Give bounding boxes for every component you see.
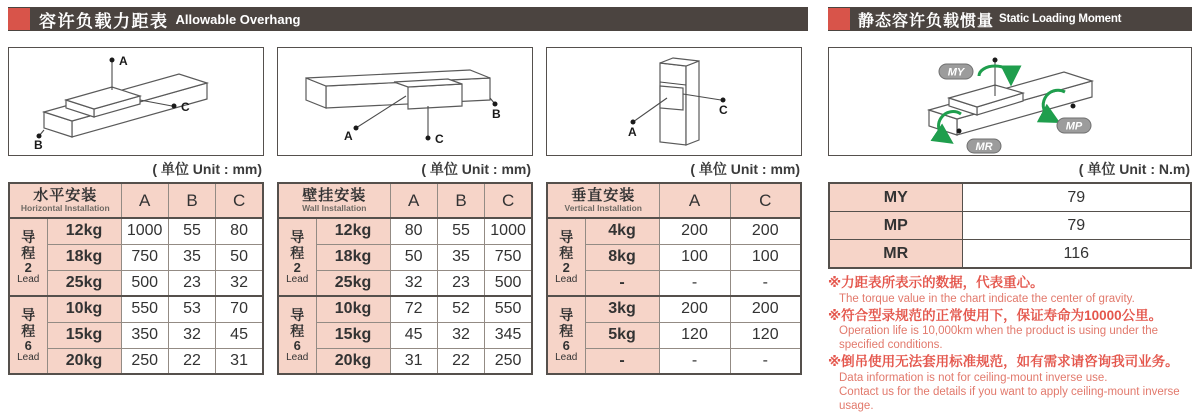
val-cell: 250 xyxy=(121,348,168,374)
kg-cell: 15kg xyxy=(47,322,121,348)
vertical-diagram-box xyxy=(546,47,802,156)
kg-cell: 25kg xyxy=(47,270,121,296)
moment-value-cell: 79 xyxy=(962,183,1191,212)
col-header-c: C xyxy=(730,183,801,218)
point-b-label: B xyxy=(34,138,43,152)
table-title-cell xyxy=(278,183,390,218)
moment-value-cell: 116 xyxy=(962,240,1191,269)
lead-en: Lead xyxy=(555,352,578,364)
moment-value-cell: 79 xyxy=(962,212,1191,240)
lead-en: Lead xyxy=(286,274,309,286)
val-cell: 22 xyxy=(437,348,484,374)
table-title-zh: 水平安装 xyxy=(33,186,98,204)
val-cell: - xyxy=(659,348,730,374)
val-cell: 72 xyxy=(390,296,437,322)
kg-cell: 12kg xyxy=(47,218,121,244)
lead6-cell xyxy=(278,296,316,374)
val-cell: - xyxy=(659,270,730,296)
val-cell: 31 xyxy=(390,348,437,374)
slider-front-face xyxy=(408,84,462,109)
val-cell: - xyxy=(730,348,801,374)
lead-cn: 导程 xyxy=(21,306,36,339)
mr-badge-label: MR xyxy=(975,141,993,153)
kg-cell: - xyxy=(585,270,659,296)
table-title-en: Vertical Installation xyxy=(564,202,642,213)
col-header-b: B xyxy=(168,183,215,218)
point-c-dot xyxy=(426,136,431,141)
point-b-dot xyxy=(493,102,498,107)
val-cell: 120 xyxy=(730,322,801,348)
val-cell: - xyxy=(730,270,801,296)
val-cell: 45 xyxy=(390,322,437,348)
point-a-dot xyxy=(110,58,115,63)
kg-cell: 18kg xyxy=(316,244,390,270)
lead-num: 6 xyxy=(562,337,570,353)
moment-label-cell: MR xyxy=(829,240,962,269)
lead-cn: 导程 xyxy=(559,306,574,339)
unit-label-mm: ( 单位 Unit : mm) xyxy=(421,161,531,177)
table-title-cell xyxy=(9,183,121,218)
lead-num: 6 xyxy=(293,337,301,353)
col-header-c: C xyxy=(216,183,263,218)
kg-cell: 10kg xyxy=(316,296,390,322)
point-a-label: A xyxy=(119,54,128,68)
val-cell: 80 xyxy=(390,218,437,244)
val-cell: 50 xyxy=(390,244,437,270)
lead-cn: 导程 xyxy=(290,228,305,261)
kg-cell: 4kg xyxy=(585,218,659,244)
section-title-en: Allowable Overhang xyxy=(175,11,301,27)
lead-en: Lead xyxy=(286,352,309,364)
lead-cn: 导程 xyxy=(290,306,305,339)
note-1 xyxy=(828,274,1192,306)
col-header-b: B xyxy=(437,183,484,218)
lead-cn: 导程 xyxy=(559,228,574,261)
val-cell: 35 xyxy=(437,244,484,270)
mp-badge xyxy=(1057,118,1091,133)
kg-cell: 12kg xyxy=(316,218,390,244)
val-cell: 200 xyxy=(659,296,730,322)
slider-face xyxy=(660,86,683,110)
val-cell: 31 xyxy=(216,348,263,374)
lead-en: Lead xyxy=(17,352,40,364)
kg-cell: 25kg xyxy=(316,270,390,296)
static-loading-moment-table xyxy=(828,182,1192,269)
table-title-en: Wall Installation xyxy=(302,202,367,213)
col-header-c: C xyxy=(485,183,532,218)
horizontal-diagram-box xyxy=(8,47,264,156)
unit-label-mm: ( 单位 Unit : mm) xyxy=(690,161,800,177)
kg-cell: 20kg xyxy=(47,348,121,374)
table-title-cell xyxy=(547,183,659,218)
red-square-accent xyxy=(8,8,30,30)
lead-num: 2 xyxy=(293,259,301,275)
val-cell: 45 xyxy=(216,322,263,348)
wall-diagram-box xyxy=(277,47,533,156)
lead-cn: 导程 xyxy=(21,228,36,261)
section-header-bar xyxy=(8,7,808,31)
moment-label-cell: MY xyxy=(829,183,962,212)
wall-installation-diagram xyxy=(278,48,532,155)
val-cell: 22 xyxy=(168,348,215,374)
vertical-column xyxy=(546,47,802,375)
note-3 xyxy=(828,353,1192,413)
lead2-cell xyxy=(278,218,316,296)
mp-badge-label: MP xyxy=(1065,120,1083,133)
val-cell: 750 xyxy=(485,244,532,270)
my-badge-label: MY xyxy=(947,66,965,79)
kg-cell: 8kg xyxy=(585,244,659,270)
vertical-installation-diagram xyxy=(547,48,801,155)
note-zh: ※符合型录规范的正常使用下，保证寿命为10000公里。 xyxy=(828,307,1163,323)
val-cell: 32 xyxy=(437,322,484,348)
val-cell: 200 xyxy=(659,218,730,244)
static-loading-moment-section xyxy=(828,7,1192,414)
unit-label-nm: ( 单位 Unit : N.m) xyxy=(1078,161,1190,177)
wall-installation-table xyxy=(277,182,533,375)
note-en: Operation life is 10,000km when the product is using under the specified conditions. xyxy=(839,325,1158,352)
mr-dot xyxy=(957,129,962,134)
val-cell: 120 xyxy=(659,322,730,348)
val-cell: 32 xyxy=(168,322,215,348)
point-a-dot xyxy=(631,120,636,125)
note-2 xyxy=(828,307,1192,353)
val-cell: 1000 xyxy=(485,218,532,244)
val-cell: 345 xyxy=(485,322,532,348)
moment-label-cell: MP xyxy=(829,212,962,240)
val-cell: 100 xyxy=(730,244,801,270)
val-cell: 53 xyxy=(168,296,215,322)
kg-cell: 10kg xyxy=(47,296,121,322)
lead-en: Lead xyxy=(555,274,578,286)
val-cell: 35 xyxy=(168,244,215,270)
red-square-accent xyxy=(828,8,850,30)
lead-num: 2 xyxy=(562,259,570,275)
val-cell: 1000 xyxy=(121,218,168,244)
val-cell: 550 xyxy=(121,296,168,322)
section-title-en: Static Loading Moment xyxy=(999,13,1122,25)
point-c-label: C xyxy=(181,100,190,114)
point-a-label: A xyxy=(628,125,637,139)
lead-en: Lead xyxy=(17,274,40,286)
val-cell: 500 xyxy=(121,270,168,296)
horizontal-installation-diagram xyxy=(9,48,263,155)
rail-side-face xyxy=(686,61,699,145)
note-en: Contact us for the details if you want to apply ceiling-mount inverse usage. xyxy=(839,385,1180,412)
mp-dot xyxy=(1071,104,1076,109)
val-cell: 550 xyxy=(485,296,532,322)
table-title-en: Horizontal Installation xyxy=(20,202,110,213)
note-zh: ※倒吊使用无法套用标准规范，如有需求请咨询我司业务。 xyxy=(828,354,1179,370)
point-a-label: A xyxy=(344,129,353,143)
note-en: Data information is not for ceiling-mount inverse use. xyxy=(839,371,1108,384)
kg-cell: 3kg xyxy=(585,296,659,322)
val-cell: 52 xyxy=(437,296,484,322)
vertical-installation-table xyxy=(546,182,802,375)
point-c-dot xyxy=(721,98,726,103)
lead2-cell xyxy=(9,218,47,296)
val-cell: 750 xyxy=(121,244,168,270)
val-cell: 500 xyxy=(485,270,532,296)
table-title-zh: 垂直安装 xyxy=(571,186,636,204)
mr-badge xyxy=(967,139,1001,153)
val-cell: 50 xyxy=(216,244,263,270)
lead-num: 2 xyxy=(24,259,32,275)
section-header-bar xyxy=(828,7,1192,31)
note-en: The torque value in the chart indicate the center of gravity. xyxy=(839,292,1135,305)
val-cell: 100 xyxy=(659,244,730,270)
col-header-a: A xyxy=(121,183,168,218)
lead-num: 6 xyxy=(24,337,32,353)
val-cell: 200 xyxy=(730,218,801,244)
moment-diagram-box xyxy=(828,47,1192,156)
val-cell: 32 xyxy=(390,270,437,296)
section-title-zh: 容许负载力距表 xyxy=(39,11,169,31)
point-c-dot xyxy=(172,104,177,109)
my-dot xyxy=(993,58,998,63)
val-cell: 55 xyxy=(168,218,215,244)
kg-cell: 15kg xyxy=(316,322,390,348)
lead6-cell xyxy=(9,296,47,374)
point-c-label: C xyxy=(719,103,728,117)
footnotes xyxy=(828,274,1192,413)
kg-cell: - xyxy=(585,348,659,374)
lead6-cell xyxy=(547,296,585,374)
horizontal-column xyxy=(8,47,264,375)
point-c-label: C xyxy=(435,132,444,146)
kg-cell: 20kg xyxy=(316,348,390,374)
installation-columns xyxy=(8,47,808,375)
lead2-cell xyxy=(547,218,585,296)
allowable-overhang-section xyxy=(8,7,808,375)
val-cell: 80 xyxy=(216,218,263,244)
point-b-label: B xyxy=(492,107,501,121)
val-cell: 23 xyxy=(437,270,484,296)
wall-column xyxy=(277,47,533,375)
section-title-zh: 静态容许负载惯量 xyxy=(858,12,995,30)
val-cell: 350 xyxy=(121,322,168,348)
kg-cell: 5kg xyxy=(585,322,659,348)
unit-label-mm: ( 单位 Unit : mm) xyxy=(152,161,262,177)
kg-cell: 18kg xyxy=(47,244,121,270)
my-badge xyxy=(939,64,973,79)
moment-diagram xyxy=(829,48,1191,155)
val-cell: 23 xyxy=(168,270,215,296)
col-header-a: A xyxy=(390,183,437,218)
val-cell: 55 xyxy=(437,218,484,244)
table-title-zh: 壁挂安装 xyxy=(302,186,367,204)
val-cell: 32 xyxy=(216,270,263,296)
val-cell: 200 xyxy=(730,296,801,322)
point-a-dot xyxy=(354,126,359,131)
horizontal-installation-table xyxy=(8,182,264,375)
col-header-a: A xyxy=(659,183,730,218)
val-cell: 250 xyxy=(485,348,532,374)
note-zh: ※力距表所表示的数据，代表重心。 xyxy=(828,275,1044,290)
val-cell: 70 xyxy=(216,296,263,322)
